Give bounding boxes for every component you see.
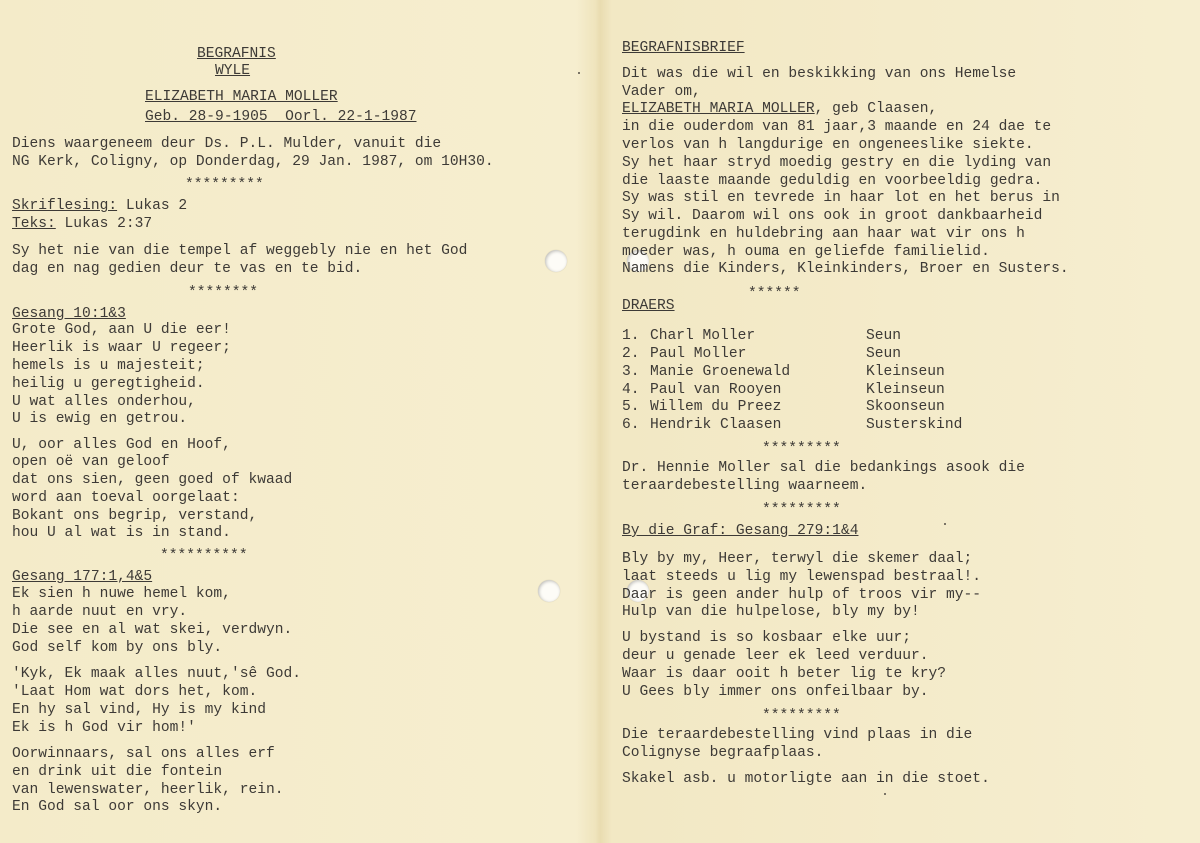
hymn-line: hou U al wat is in stand. <box>12 525 231 541</box>
sermon-text-value: Lukas 2:37 <box>55 216 153 232</box>
bearer-name: Charl Moller <box>650 328 756 344</box>
hymn-line: laat steeds u lig my lewenspad bestraal!. <box>622 569 982 585</box>
service-line-1: Diens waargeneem deur Ds. P.L. Mulder, vanuit die <box>12 136 442 152</box>
scripture-reading <box>12 198 187 215</box>
hymn-line: en drink uit die fontein <box>12 764 223 780</box>
letter-line: die laaste maande geduldig en voorbeeldig gedra. <box>622 173 1043 189</box>
separator: ********* <box>185 177 264 193</box>
bearer-number: 1. <box>622 328 640 344</box>
hymn-line: En hy sal vind, Hy is my kind <box>12 702 266 718</box>
hymn-line: U Gees bly immer ons onfeilbaar by. <box>622 684 929 700</box>
letter-line: moeder was, h ouma en geliefde familielid. <box>622 244 990 260</box>
service-line-2: NG Kerk, Coligny, op Donderdag, 29 Jan. 1987, om 10H30. <box>12 154 494 170</box>
separator: ******** <box>188 285 259 301</box>
letter-deceased-name: ELIZABETH MARIA MOLLER <box>622 101 815 117</box>
bearer-name: Paul van Rooyen <box>650 382 782 398</box>
hymn-177-title: Gesang 177:1,4&5 <box>12 569 153 585</box>
letter-line: Sy het haar stryd moedig gestry en die lyding van <box>622 155 1052 171</box>
bearer-number: 2. <box>622 346 640 362</box>
hymn-line: van lewenswater, heerlik, rein. <box>12 782 284 798</box>
bearer-number: 6. <box>622 417 640 433</box>
hymn-line: U wat alles onderhou, <box>12 394 196 410</box>
hymn-line: h aarde nuut en vry. <box>12 604 188 620</box>
hymn-line: U bystand is so kosbaar elke uur; <box>622 630 912 646</box>
letter-line: verlos van h langdurige en ongeneeslike siekte. <box>622 137 1034 153</box>
bearer-number: 3. <box>622 364 640 380</box>
bearer-name: Manie Groenewald <box>650 364 791 380</box>
maiden-name: , geb Claasen, <box>814 101 938 117</box>
bearer-relation: Kleinseun <box>866 382 945 398</box>
burial-line-2: Colignyse begraafplaas. <box>622 745 824 761</box>
hymn-line: Bokant ons begrip, verstand, <box>12 508 258 524</box>
hymn-line: Grote God, aan U die eer! <box>12 322 231 338</box>
bearer-name: Hendrik Claasen <box>650 417 782 433</box>
bearer-relation: Susterskind <box>866 417 963 433</box>
letter-line: in die ouderdom van 81 jaar,3 maande en 24 dae te <box>622 119 1052 135</box>
hymn-line: U, oor alles God en Hoof, <box>12 437 231 453</box>
scripture-reading-label: Skriflesing: <box>12 198 118 214</box>
paper-speck <box>944 523 946 525</box>
intro-line-2: Vader om, <box>622 84 701 100</box>
verse-line-2: dag en nag gedien deur te vas en te bid. <box>12 261 363 277</box>
hymn-10-title: Gesang 10:1&3 <box>12 306 126 322</box>
letter-line: Namens die Kinders, Kleinkinders, Broer en Susters. <box>622 261 1069 277</box>
hymn-line: heilig u geregtigheid. <box>12 376 205 392</box>
headlights-note: Skakel asb. u motorligte aan in die stoet. <box>622 771 990 787</box>
hymn-line: Oorwinnaars, sal ons alles erf <box>12 746 275 762</box>
bearer-relation: Skoonseun <box>866 399 945 415</box>
letter-line: terugdink en huldebring aan haar wat vir ons h <box>622 226 1025 242</box>
bearer-name: Paul Moller <box>650 346 747 362</box>
hymn-line: Ek sien h nuwe hemel kom, <box>12 586 231 602</box>
separator: ********* <box>762 708 841 724</box>
scripture-reading-value: Lukas 2 <box>117 198 188 214</box>
bearer-relation: Kleinseun <box>866 364 945 380</box>
separator: ********* <box>762 441 841 457</box>
deceased-name: ELIZABETH MARIA MOLLER <box>145 89 338 105</box>
separator: ********* <box>762 502 841 518</box>
thanks-line-1: Dr. Hennie Moller sal die bedankings asook die <box>622 460 1025 476</box>
hymn-line: 'Laat Hom wat dors het, kom. <box>12 684 258 700</box>
bearer-number: 4. <box>622 382 640 398</box>
hymn-line: God self kom by ons bly. <box>12 640 223 656</box>
hymn-line: Hulp van die hulpelose, bly my by! <box>622 604 920 620</box>
hymn-line: 'Kyk, Ek maak alles nuut,'sê God. <box>12 666 302 682</box>
letter-heading: BEGRAFNISBRIEF <box>622 40 745 56</box>
bearer-number: 5. <box>622 399 640 415</box>
sermon-text <box>12 216 152 233</box>
graveside-hymn-title: By die Graf: Gesang 279:1&4 <box>622 523 859 539</box>
burial-line-1: Die teraardebestelling vind plaas in die <box>622 727 973 743</box>
birth-death-dates: Geb. 28-9-1905 Oorl. 22-1-1987 <box>145 109 417 125</box>
hymn-line: Die see en al wat skei, verdwyn. <box>12 622 293 638</box>
bearer-relation: Seun <box>866 328 902 344</box>
hymn-line: Waar is daar ooit h beter lig te kry? <box>622 666 947 682</box>
paper-speck <box>578 72 580 74</box>
sermon-text-label: Teks: <box>12 216 56 232</box>
hymn-line: hemels is u majesteit; <box>12 358 205 374</box>
verse-line-1: Sy het nie van die tempel af weggebly nie en het God <box>12 243 468 259</box>
hymn-line: deur u genade leer ek leed verduur. <box>622 648 929 664</box>
hymn-line: dat ons sien, geen goed of kwaad <box>12 472 293 488</box>
separator: ********** <box>160 548 248 564</box>
separator: ****** <box>748 286 801 302</box>
letter-line: Sy wil. Daarom wil ons ook in groot dankbaarheid <box>622 208 1043 224</box>
hymn-line: Daar is geen ander hulp of troos vir my-- <box>622 587 982 603</box>
punch-hole <box>545 250 567 272</box>
paper-speck <box>884 793 886 795</box>
letter-line: Sy was stil en tevrede in haar lot en het berus in <box>622 190 1060 206</box>
funeral-heading: BEGRAFNIS <box>197 46 276 62</box>
bearers-title: DRAERS <box>622 298 675 314</box>
letter-name-line <box>622 101 937 118</box>
hymn-line: word aan toeval oorgelaat: <box>12 490 240 506</box>
intro-line-1: Dit was die wil en beskikking van ons Hemelse <box>622 66 1017 82</box>
punch-hole <box>538 580 560 602</box>
hymn-line: Heerlik is waar U regeer; <box>12 340 231 356</box>
hymn-line: En God sal oor ons skyn. <box>12 799 223 815</box>
hymn-line: Ek is h God vir hom!' <box>12 720 196 736</box>
bearer-name: Willem du Preez <box>650 399 782 415</box>
hymn-line: Bly by my, Heer, terwyl die skemer daal; <box>622 551 973 567</box>
hymn-line: open oë van geloof <box>12 454 170 470</box>
hymn-line: U is ewig en getrou. <box>12 411 188 427</box>
thanks-line-2: teraardebestelling waarneem. <box>622 478 868 494</box>
bearer-relation: Seun <box>866 346 902 362</box>
late-heading: WYLE <box>215 63 251 79</box>
